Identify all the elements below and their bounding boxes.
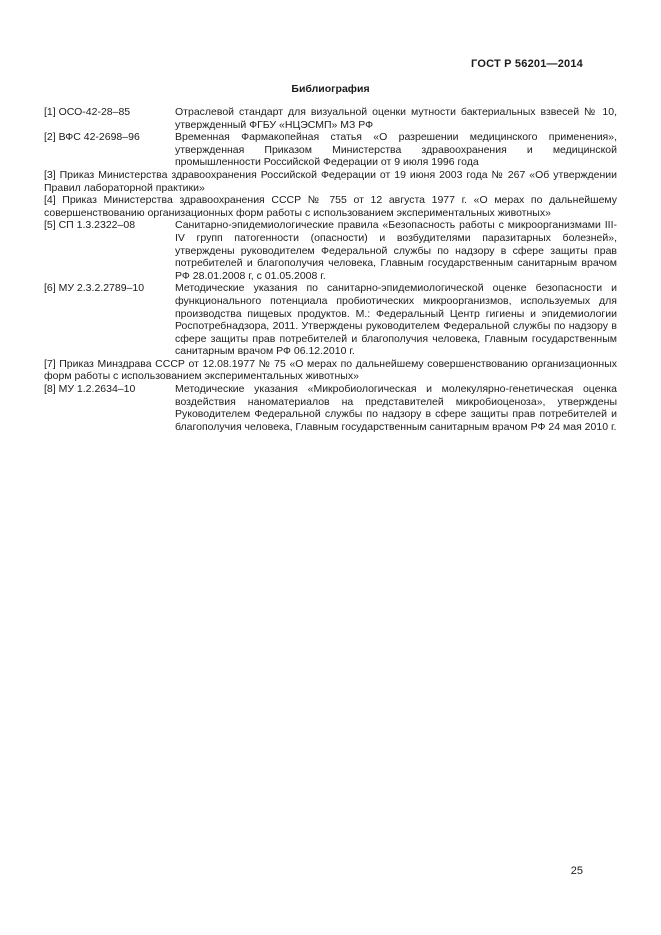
entry-text: Методические указания «Микробиологическая и молекулярно-генетическая оценка воздействия наноматериалов на представителей микробиоценоза», утверждены Руководителем Федеральной службы по надзору в сфере защиты прав потребителей и благополучия человека, Главным государственным санитарным врачом РФ 24 мая 2010 г. — [175, 383, 617, 433]
entry-label: [8] МУ 1.2.2634–10 — [44, 383, 136, 396]
document-number-header: ГОСТ Р 56201—2014 — [471, 58, 583, 70]
bibliography-entry-5 — [44, 219, 617, 282]
bibliography-entry-3 — [44, 169, 617, 194]
entry-text: [4] Приказ Министерства здравоохранения СССР № 755 от 12 августа 1977 г. «О мерах по дальнейшему совершенствованию организационных форм работы с использованием экспериментальных животных» — [44, 194, 617, 219]
bibliography-entry-8 — [44, 383, 617, 433]
entry-text: [7] Приказ Минздрава СССР от 12.08.1977 № 75 «О мерах по дальнейшему совершенствованию организационных форм работы с использованием экспериментальных животных» — [44, 357, 617, 383]
bibliography-title: Библиография — [291, 83, 370, 95]
page-number: 25 — [570, 865, 583, 877]
entry-label: [6] МУ 2.3.2.2789–10 — [44, 282, 145, 295]
bibliography-entry-2 — [44, 131, 617, 169]
entry-label: [5] СП 1.3.2322–08 — [44, 219, 136, 232]
entry-label: [2] ВФС 42-2698–96 — [44, 131, 140, 144]
entry-text: Временная Фармакопейная статья «О разрешении медицинского применения», утвержденная Приказом Министерства здравоохранения и медицинской промышленности Российской Федерации от 9 июля 1996 года — [175, 131, 617, 169]
entry-text: Отраслевой стандарт для визуальной оценки мутности бактериальных взвесей № 10, утвержденный ФГБУ «НЦЭСМП» МЗ РФ — [175, 106, 617, 131]
entry-text: Санитарно-эпидемиологические правила «Безопасность работы с микроорганизмами III-IV групп патогенности (опасности) и возбудителями паразитарных болезней», утверждены руководителем Федеральной службы по надзору в сфере защиты прав потребителей и благополучия человека, Главным государственным санитарным врачом РФ 28.01.2008 г, с 01.05.2008 г. — [175, 219, 617, 282]
bibliography-entry-1 — [44, 106, 617, 131]
bibliography-list — [44, 106, 617, 433]
bibliography-entry-6 — [44, 282, 617, 358]
entry-text: Методические указания по санитарно-эпидемиологической оценке безопасности и функционального потенциала пробиотических микроорганизмов, используемых для производства пищевых продуктов. М.: Федеральный Центр гигиены и эпидемиологии Роспотребнадзора, 2011. Утверждены руководителем Федеральной службы по надзору в сфере защиты прав потребителей и благополучия человека, Главным государственным санитарным врачом РФ 06.12.2010 г. — [175, 282, 617, 358]
bibliography-entry-7 — [44, 358, 617, 383]
bibliography-entry-4 — [44, 194, 617, 219]
entry-text: [3] Приказ Министерства здравоохранения Российской Федерации от 19 июня 2003 года № 267 «Об утверждении Правил лабораторной практики» — [44, 168, 617, 194]
entry-label: [1] ОСО-42-28–85 — [44, 106, 131, 118]
